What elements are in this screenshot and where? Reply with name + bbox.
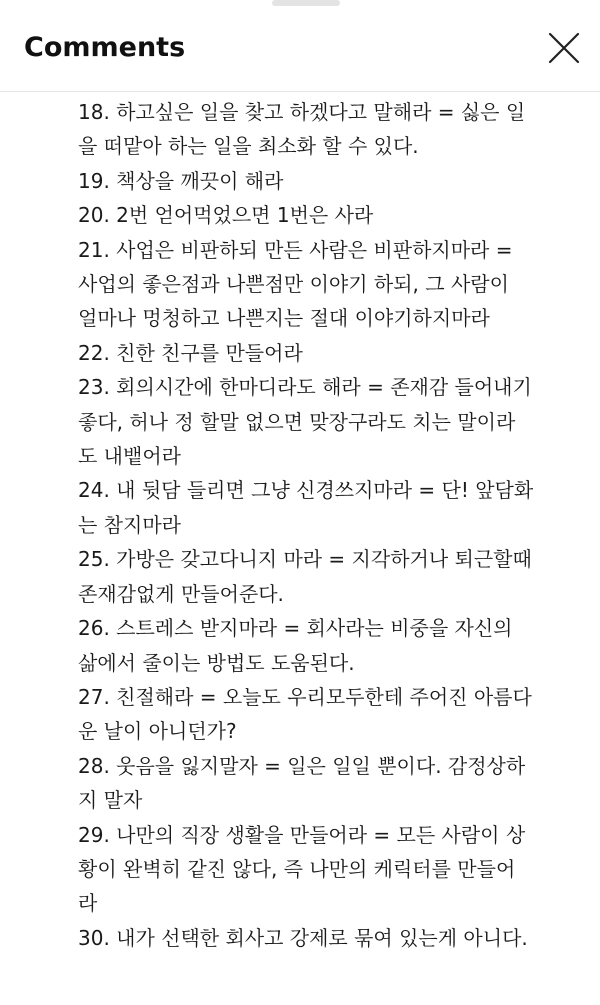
comment-line: 얼마나 멍청하고 나쁜지는 절대 이야기하지마라 bbox=[78, 306, 490, 331]
comment-line: 는 참지마라 bbox=[78, 512, 181, 537]
comment-line: 삶에서 줄이는 방법도 도움된다. bbox=[78, 650, 355, 675]
comment-line: 라 bbox=[78, 891, 98, 916]
comment-line: 21. 사업은 비판하되 만든 사람은 비판하지마라 = bbox=[78, 237, 513, 262]
comment-line: 18. 하고싶은 일을 찾고 하겠다고 말해라 = 싫은 일 bbox=[78, 100, 526, 124]
close-icon bbox=[546, 30, 582, 66]
comment-line: 27. 친절해라 = 오늘도 우리모두한테 주어진 아름다 bbox=[78, 684, 532, 709]
comment-line: 29. 나만의 직장 생활을 만들어라 = 모든 사람이 상 bbox=[78, 822, 526, 847]
comment-body bbox=[78, 95, 578, 955]
page-title: Comments bbox=[24, 32, 186, 63]
comment-line: 지 말자 bbox=[78, 788, 143, 813]
comment-line: 24. 내 뒷담 들리면 그냥 신경쓰지마라 = 단! 앞담화 bbox=[78, 478, 534, 503]
comment-line: 28. 웃음을 잃지말자 = 일은 일일 뿐이다. 감정상하 bbox=[78, 753, 526, 778]
comment-line: 19. 책상을 깨끗이 해라 bbox=[78, 168, 284, 193]
comments-header bbox=[0, 0, 600, 92]
comment-line: 운 날이 아니던가? bbox=[78, 719, 237, 744]
comment-line: 23. 회의시간에 한마디라도 해라 = 존재감 들어내기 bbox=[78, 375, 532, 400]
comment-line: 을 떠맡아 하는 일을 최소화 할 수 있다. bbox=[78, 134, 419, 159]
comment-line: 22. 친한 친구를 만들어라 bbox=[78, 340, 303, 365]
comment-line: 좋다, 허나 정 할말 없으면 맞장구라도 치는 말이라 bbox=[78, 409, 516, 434]
comment-line: 사업의 좋은점과 나쁜점만 이야기 하되, 그 사람이 bbox=[78, 272, 509, 297]
comment-line: 20. 2번 얻어먹었으면 1번은 사라 bbox=[78, 203, 374, 228]
comment-line: 존재감없게 만들어준다. bbox=[78, 581, 284, 606]
comment-line: 30. 내가 선택한 회사고 강제로 묶여 있는게 아니다. bbox=[78, 925, 528, 950]
comment-line: 25. 가방은 갖고다니지 마라 = 지각하거나 퇴근할때 bbox=[78, 547, 532, 572]
comment-line: 26. 스트레스 받지마라 = 회사라는 비중을 자신의 bbox=[78, 616, 513, 641]
close-button[interactable] bbox=[546, 30, 582, 66]
comment-line: 황이 완벽히 같진 않다, 즉 나만의 케릭터를 만들어 bbox=[78, 856, 516, 881]
comment-line: 도 내뱉어라 bbox=[78, 444, 181, 469]
